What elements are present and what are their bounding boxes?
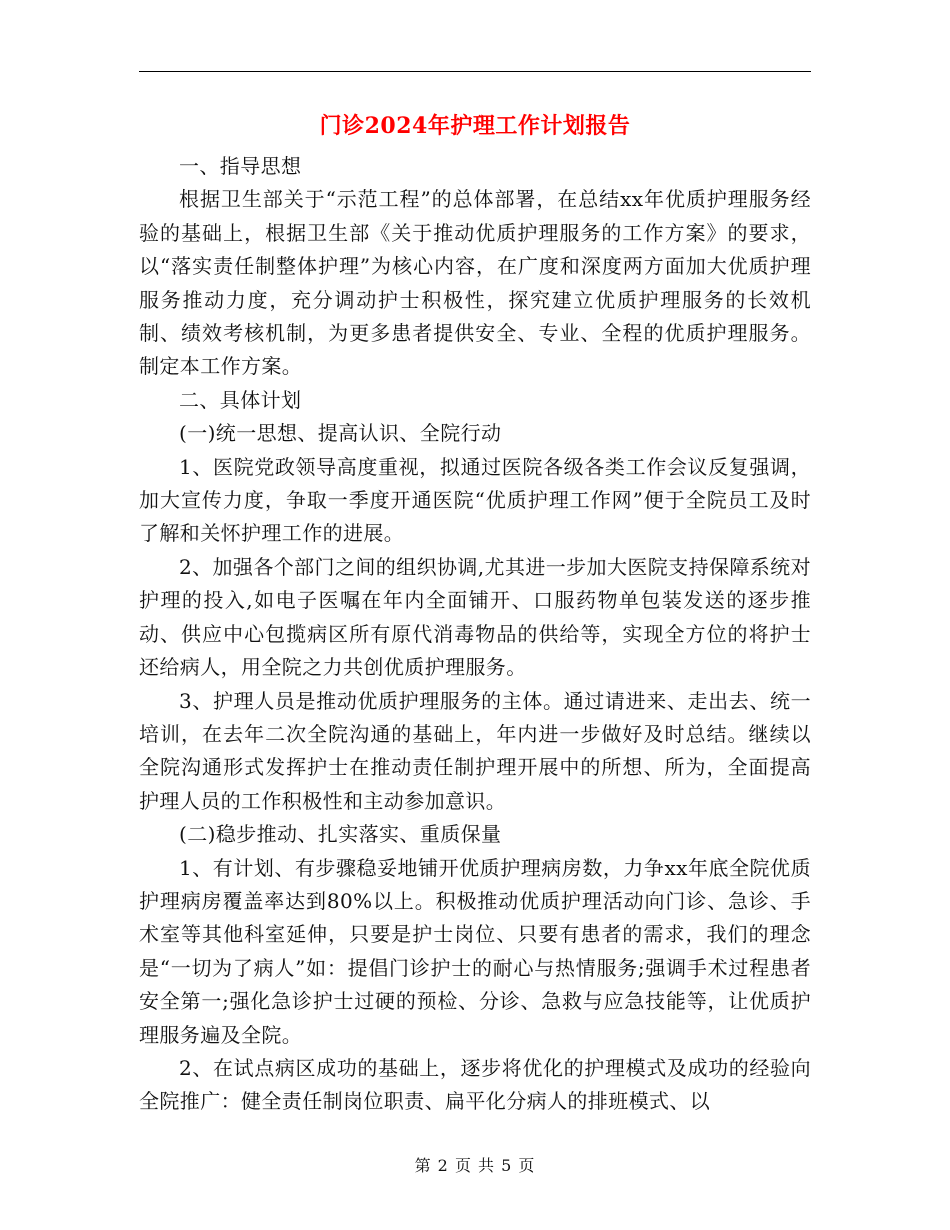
subsection-heading-1: (一)统一思想、提高认识、全院行动: [179, 421, 502, 446]
paragraph-item-1-3: 3、护理人员是推动优质护理服务的主体。通过请进来、走出去、统一培训，在去年二次全院沟通的基础上，年内进一步做好及时总结。继续以全院沟通形式发挥护士在推动责任制护理开展中的所想、所为，全面提高护理人员的工作积极性和主动参加意识。: [139, 688, 811, 813]
paragraph-item-1-1: 1、医院党政领导高度重视，拟通过医院各级各类工作会议反复强调，加大宣传力度，争取一季度开通医院“优质护理工作网”便于全院员工及时了解和关怀护理工作的进展。: [139, 454, 811, 546]
document-title: 门诊2024年护理工作计划报告: [319, 113, 631, 139]
paragraph-item-2-2: 2、在试点病区成功的基础上，逐步将优化的护理模式及成功的经验向全院推广：健全责任制岗位职责、扁平化分病人的排班模式、以: [139, 1055, 811, 1114]
section-heading-specific-plan: 二、具体计划: [179, 387, 302, 412]
document-body: [139, 150, 811, 1119]
page-number-footer: 第 2 页 共 5 页: [414, 1156, 536, 1175]
paragraph-item-2-1: 1、有计划、有步骤稳妥地铺开优质护理病房数，力争xx年底全院优质护理病房覆盖率达到80%以上。积极推动优质护理活动向门诊、急诊、手术室等其他科室延伸，只要是护士岗位、只要有患者的需求，我们的理念是“一切为了病人”如：提倡门诊护士的耐心与热情服务;强调手术过程患者安全第一;强化急诊护士过硬的预检、分诊、急救与应急技能等，让优质护理服务遍及全院。: [139, 855, 811, 1047]
header-rule: [139, 71, 811, 72]
paragraph-item-1-2: 2、加强各个部门之间的组织协调,尤其进一步加大医院支持保障系统对护理的投入,如电子医嘱在年内全面铺开、口服药物单包装发送的逐步推动、供应中心包揽病区所有原代消毒物品的供给等，实现全方位的将护士还给病人，用全院之力共创优质护理服务。: [139, 554, 811, 680]
subsection-heading-2: (二)稳步推动、扎实落实、重质保量: [179, 822, 502, 847]
section-heading-guiding-ideology: 一、指导思想: [179, 154, 302, 178]
paragraph-guiding-ideology: 根据卫生部关于“示范工程”的总体部署，在总结xx年优质护理服务经验的基础上，根据卫生部《关于推动优质护理服务的工作方案》的要求，以“落实责任制整体护理”为核心内容，在广度和深度两方面加大优质护理服务推动力度，充分调动护士积极性，探究建立优质护理服务的长效机制、绩效考核机制，为更多患者提供安全、专业、全程的优质护理服务。制定本工作方案。: [139, 187, 811, 379]
